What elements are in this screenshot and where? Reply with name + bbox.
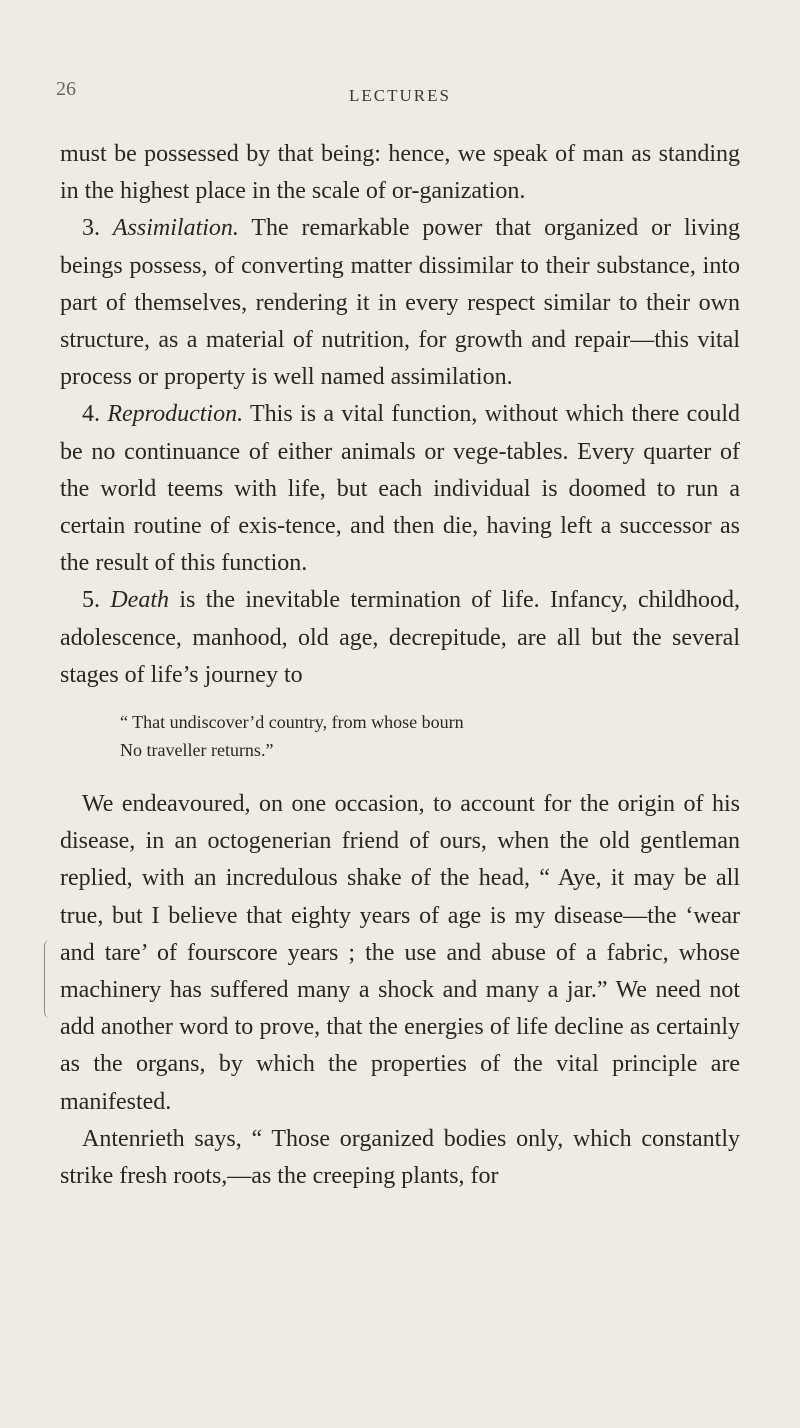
- running-head: LECTURES: [349, 86, 451, 105]
- body-text: [60, 136, 740, 1195]
- paragraph-text: is the inevitable termination of life. Infancy, childhood, adolescence, manhood, old age, decrepitude, are all but the several stages of life’s journey to: [60, 587, 740, 688]
- paragraph-text: This is a vital function, without which there could be no continuance of either animals or vege-tables. Every quarter of the world teems with life, but each individual is doomed to run a certain routine of exis-tence, and then die, having left a successor as the result of this function.: [60, 401, 740, 577]
- term-assimilation: Assimilation.: [112, 215, 239, 242]
- paragraph-death: [60, 582, 740, 694]
- item-number: 4.: [82, 401, 100, 428]
- quote-line: “ That undiscover’d country, from whose bourn: [120, 712, 464, 733]
- paragraph-antenrieth: Antenrieth says, “ Those organized bodies only, which constantly strike fresh roots,—as the creeping plants, for: [60, 1125, 740, 1190]
- paragraph-anecdote: We endeavoured, on one occasion, to account for the origin of his disease, in an octogenerian friend of ours, when the old gentleman replied, with an incredulous shake of the head, “ Aye, it may be all true, but I believe that eighty years of age is my disease—the ‘wear and tare’ of fourscore years ; the use and abuse of a fabric, whose machinery has suffered many a shock and many a jar.” We need not add another word to prove, that the energies of life decline as certainly as the organs, by which the properties of the vital principle are manifested.: [60, 791, 740, 1115]
- block-quote: [120, 708, 740, 764]
- item-number: 3.: [82, 215, 100, 242]
- item-number: 5.: [82, 587, 100, 614]
- paragraph-reproduction: [60, 396, 740, 582]
- paragraph-assimilation: [60, 210, 740, 396]
- margin-bracket-mark: [44, 940, 55, 1018]
- page-number: 26: [56, 78, 76, 100]
- paragraph-continuation: must be possessed by that being: hence, we speak of man as standing in the highest place in the scale of or-ganization.: [60, 141, 740, 205]
- term-reproduction: Reproduction.: [107, 401, 244, 428]
- quote-line: No traveller returns.”: [120, 740, 274, 761]
- term-death: Death: [110, 587, 169, 614]
- paragraph-text: The remarkable power that organized or living beings possess, of converting matter dissimilar to their substance, into part of themselves, rendering it in every respect similar to their own structure, as a material of nutrition, for growth and repair—this vital process or property is well named assimilation.: [60, 215, 741, 391]
